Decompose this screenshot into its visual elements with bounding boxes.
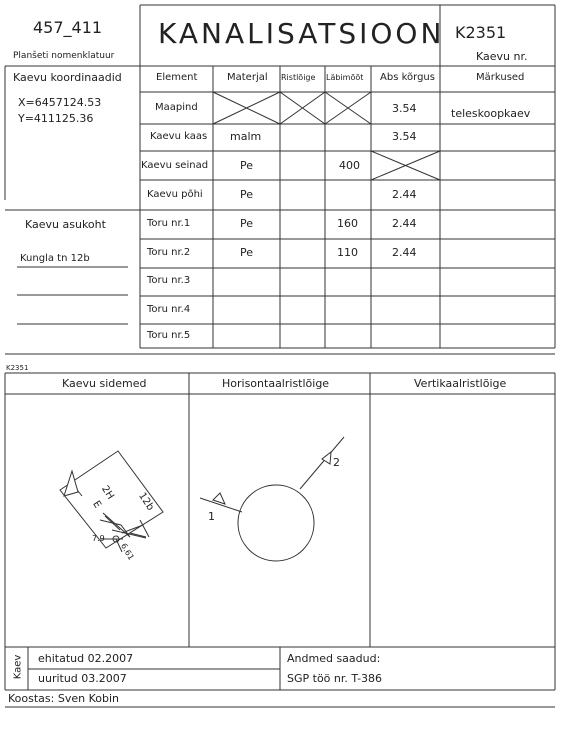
- row-height: 3.54: [392, 102, 417, 115]
- row-height: 2.44: [392, 246, 417, 259]
- row-element: Toru nr.5: [147, 330, 191, 341]
- nomenclature-number: 457_411: [33, 18, 103, 37]
- row-material: Pe: [240, 246, 254, 259]
- page-title: KANALISATSIOON: [158, 17, 445, 50]
- col-header-height: Abs kõrgus: [380, 72, 435, 83]
- location-label: Kaevu asukoht: [25, 218, 106, 231]
- row-element: Toru nr.1: [147, 218, 191, 229]
- col-title-connections: Kaevu sidemed: [62, 377, 147, 390]
- col-header-element: Element: [156, 72, 198, 83]
- sketch-label-c: E: [90, 499, 103, 511]
- sketch-dim-1: 7.9: [92, 534, 105, 543]
- col-title-horizontal: Horisontaalristlõige: [222, 377, 330, 390]
- pipe-1-label: 1: [208, 510, 215, 523]
- pipe-2-label: 2: [333, 456, 340, 469]
- col-header-section: Ristlõige: [281, 73, 316, 82]
- row-material: Pe: [240, 159, 254, 172]
- author: Koostas: Sven Kobin: [8, 692, 119, 705]
- sketch-label-b: 12b: [136, 490, 156, 513]
- coordinate-y: Y=411125.36: [18, 112, 94, 125]
- row-diameter: 400: [339, 159, 360, 172]
- row-diameter: 110: [337, 246, 358, 259]
- built-date: ehitatud 02.2007: [38, 652, 134, 665]
- row-element: Kaevu põhi: [147, 189, 203, 200]
- col-title-vertical: Vertikaalristlõige: [414, 377, 507, 390]
- well-number: K2351: [455, 23, 507, 42]
- kaev-label: Kaev: [12, 654, 24, 680]
- row-height: 2.44: [392, 217, 417, 230]
- row-height: 2.44: [392, 188, 417, 201]
- sketch-dim-2: 6.61: [118, 541, 136, 562]
- sketch-label-a: 2H: [98, 483, 116, 502]
- row-diameter: 160: [337, 217, 358, 230]
- data-from-label: Andmed saadud:: [287, 652, 381, 665]
- col-header-notes: Märkused: [476, 72, 525, 83]
- row-material: malm: [230, 130, 262, 143]
- work-number: SGP töö nr. T-386: [287, 672, 383, 685]
- row-element: Kaevu seinad: [141, 160, 209, 171]
- nomenclature-label: Planšeti nomenklatuur: [13, 51, 115, 61]
- row-element: Kaevu kaas: [150, 131, 208, 142]
- row-note: teleskoopkaev: [451, 107, 531, 120]
- row-material: Pe: [240, 188, 254, 201]
- coordinates-label: Kaevu koordinaadid: [13, 71, 122, 84]
- coordinate-x: X=6457124.53: [18, 96, 102, 109]
- small-code: K2351: [6, 364, 29, 372]
- row-element: Toru nr.2: [147, 247, 191, 258]
- measured-date: uuritud 03.2007: [38, 672, 127, 685]
- well-number-label: Kaevu nr.: [476, 50, 528, 63]
- row-height: 3.54: [392, 130, 417, 143]
- location-address: Kungla tn 12b: [20, 253, 90, 264]
- col-header-material: Materjal: [227, 72, 268, 83]
- row-material: Pe: [240, 217, 254, 230]
- col-header-diameter: Läbimõõt: [326, 73, 364, 82]
- row-element: Maapind: [155, 102, 198, 113]
- row-element: Toru nr.4: [147, 304, 191, 315]
- row-element: Toru nr.3: [147, 275, 191, 286]
